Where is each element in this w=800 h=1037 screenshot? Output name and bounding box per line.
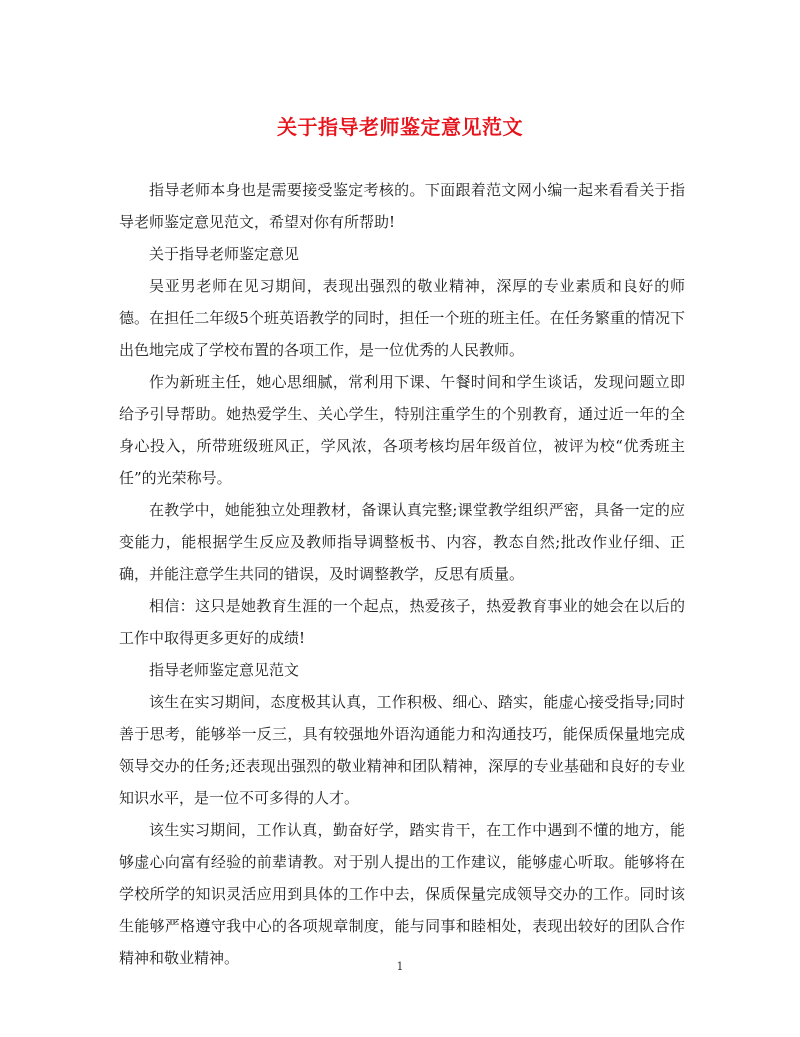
page-number: 1: [396, 960, 404, 973]
section-heading: 指导老师鉴定意见范文: [149, 661, 300, 679]
document-body: [119, 174, 685, 974]
body-paragraph: 该生实习期间，工作认真，勤奋好学，踏实肯干，在工作中遇到不懂的地方，能够虚心向富有经验的前辈请教。对于别人提出的工作建议，能够虚心听取。能够将在学校所学的知识灵活应用到具体的工作中去，保质保量完成领导交办的工作。同时该生能够严格遵守我中心的各项规章制度，能与同事和睦相处，表现出较好的团队合作精神和敬业精神。: [119, 821, 685, 967]
body-paragraph: 该生在实习期间，态度极其认真，工作积极、细心、踏实，能虚心接受指导;同时善于思考，能够举一反三，具有较强地外语沟通能力和沟通技巧，能保质保量地完成领导交办的任务;还表现出强烈的敬业精神和团队精神，深厚的专业基础和良好的专业知识水平，是一位不可多得的人才。: [119, 693, 685, 807]
intro-paragraph: 指导老师本身也是需要接受鉴定考核的。下面跟着范文网小编一起来看看关于指导老师鉴定意见范文，希望对你有所帮助!: [119, 181, 685, 231]
body-paragraph: 作为新班主任，她心思细腻，常利用下课、午餐时间和学生谈话，发现问题立即给予引导帮助。她热爱学生、关心学生，特别注重学生的个别教育，通过近一年的全身心投入，所带班级班风正，学风浓，各项考核均居年级首位，被评为校“优秀班主任”的光荣称号。: [119, 373, 685, 487]
body-paragraph: 相信：这只是她教育生涯的一个起点，热爱孩子，热爱教育事业的她会在以后的工作中取得更多更好的成绩!: [119, 597, 685, 647]
document-title: 关于指导老师鉴定意见范文: [277, 115, 523, 139]
body-paragraph: 吴亚男老师在见习期间，表现出强烈的敬业精神，深厚的专业素质和良好的师德。在担任二年级5个班英语教学的同时，担任一个班的班主任。在任务繁重的情况下出色地完成了学校布置的各项工作，是一位优秀的人民教师。: [119, 277, 685, 359]
section-heading: 关于指导老师鉴定意见: [149, 245, 300, 263]
body-paragraph: 在教学中，她能独立处理教材，备课认真完整;课堂教学组织严密，具备一定的应变能力，能根据学生反应及教师指导调整板书、内容，教态自然;批改作业仔细、正确，并能注意学生共同的错误，及时调整教学，反思有质量。: [119, 501, 685, 583]
